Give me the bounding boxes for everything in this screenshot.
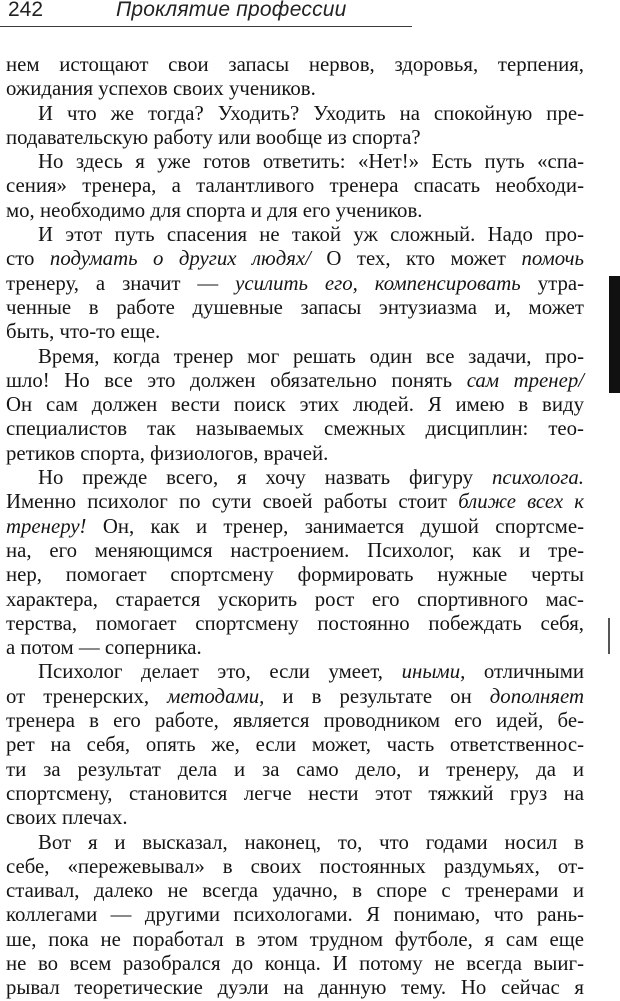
italic-text: дополняет <box>489 684 585 708</box>
italic-text: усилить его, компенсировать <box>235 271 521 295</box>
text-run: тренера в его работе, является проводником его идей, бе- <box>6 709 584 733</box>
text-line <box>6 53 584 77</box>
text-run: ше, пока не поработал в этом трудном футболе, я сам еще <box>6 927 584 951</box>
text-line <box>6 417 584 441</box>
text-line <box>6 272 584 296</box>
text-run: стаивал, далеко не всегда удачно, в споре с тренерами и <box>6 879 584 903</box>
text-line <box>6 539 584 563</box>
text-run: коллегами — другими психологами. Я понимаю, что рань- <box>6 903 584 927</box>
text-line <box>6 855 584 879</box>
text-run: Но здесь я уже готов ответить: «Нет!» Есть путь «спа- <box>38 150 584 174</box>
text-run: терства, помогает спортсмену постоянно побеждать себя, <box>6 611 584 635</box>
running-title: Проклятие профессии <box>116 0 347 21</box>
text-line <box>6 758 584 782</box>
italic-text: психолога. <box>491 466 584 490</box>
text-run: характера, старается ускорить рост его спортивного мас- <box>6 587 584 611</box>
text-run: рет на себя, опять же, если может, часть ответственнос- <box>6 733 584 757</box>
italic-text: подумать о других людях/ <box>49 247 311 271</box>
text-line <box>6 466 584 490</box>
text-line <box>6 77 584 101</box>
text-run: Время, когда тренер мог решать один все задачи, про- <box>38 344 584 368</box>
text-run: от тренерских, <box>6 684 168 708</box>
text-run: и в результате он <box>264 684 490 708</box>
text-run: быть, что-то еще. <box>6 320 161 344</box>
text-line <box>6 126 584 150</box>
body-text <box>6 53 584 1001</box>
text-line <box>6 174 584 198</box>
margin-mark <box>608 618 610 654</box>
italic-text: ближе всех к <box>458 490 584 514</box>
italic-text: иными, <box>401 660 466 684</box>
text-run: ожидания успехов своих учеников. <box>6 77 316 101</box>
text-run: ти за результат дела и за само дело, и тренеру, да и <box>6 757 584 781</box>
text-run: спортсмену, становится легче нести этот тяжкий груз на <box>6 781 584 805</box>
text-run: ретиков спорта, физиологов, врачей. <box>6 441 329 465</box>
text-run: специалистов так называемых смежных дисциплин: тео- <box>6 417 584 441</box>
text-run: себе, «пережевывал» в своих постоянных раздумьях, от- <box>6 854 584 878</box>
text-line <box>6 296 584 320</box>
text-line <box>6 636 584 660</box>
text-run: Он, как и тренер, занимается душой спортсме- <box>86 514 584 538</box>
text-run: своих плечах. <box>6 806 128 830</box>
text-run: Психолог делает это, если умеет, <box>38 660 402 684</box>
text-line <box>6 660 584 684</box>
text-run: Именно психолог по сути своей работы стоит <box>6 490 459 514</box>
page-number: 242 <box>8 0 44 21</box>
text-run: утра- <box>520 271 584 295</box>
text-run: нер, помогает спортсмену формировать нужные черты <box>6 563 584 587</box>
text-run: Вот я и высказал, наконец, то, что годами носил в <box>38 830 584 854</box>
text-run: ченные в работе душевные запасы энтузиазма и, может <box>6 295 584 319</box>
text-run: не во всем разобрался до конца. И потому не всегда выиг- <box>6 951 584 975</box>
text-line <box>6 952 584 976</box>
text-line <box>6 563 584 587</box>
text-line <box>6 247 584 271</box>
text-run: на, его меняющимся настроением. Психолог, как и тре- <box>6 538 584 562</box>
text-line <box>6 150 584 174</box>
text-line <box>6 612 584 636</box>
text-run: И этот путь спасения не такой уж сложный. Надо про- <box>38 223 584 247</box>
text-line <box>6 831 584 855</box>
thumb-index-tab <box>609 276 620 393</box>
text-run: шло! Но все это должен обязательно понять <box>6 368 467 392</box>
text-line <box>6 490 584 514</box>
text-line <box>6 685 584 709</box>
text-run: подавательскую работу или вообще из спорта? <box>6 125 421 149</box>
text-run: сения» тренера, а талантливого тренера спасать необходи- <box>6 174 584 198</box>
text-run: О тех, кто может <box>310 247 522 271</box>
text-line <box>6 320 584 344</box>
text-line <box>6 515 584 539</box>
text-run: рывал теоретические дуэли на данную тему. Но сейчас я <box>6 976 584 1000</box>
italic-text: тренеру! <box>6 514 87 538</box>
text-line <box>6 199 584 223</box>
italic-text: методами, <box>167 684 265 708</box>
text-line <box>6 102 584 126</box>
text-run: нем истощают свои запасы нервов, здоровья, терпения, <box>6 53 584 76</box>
text-line <box>6 442 584 466</box>
text-run: а потом — соперника. <box>6 636 202 660</box>
text-run: отличными <box>465 660 584 684</box>
italic-text: помочь <box>521 247 584 271</box>
text-line <box>6 393 584 417</box>
text-line <box>6 733 584 757</box>
page-header <box>0 0 412 27</box>
text-line <box>6 806 584 830</box>
text-line <box>6 782 584 806</box>
italic-text: сам тренер/ <box>466 368 584 392</box>
text-run: тренеру, а значит — <box>6 271 236 295</box>
text-line <box>6 879 584 903</box>
text-line <box>6 345 584 369</box>
text-line <box>6 223 584 247</box>
text-line <box>6 976 584 1000</box>
text-line <box>6 903 584 927</box>
text-line <box>6 928 584 952</box>
text-line <box>6 369 584 393</box>
text-run: И что же тогда? Уходить? Уходить на спокойную пре- <box>38 101 584 125</box>
text-run: мо, необходимо для спорта и для его учеников. <box>6 198 423 222</box>
text-run: Но прежде всего, я хочу назвать фигуру <box>38 466 492 490</box>
text-run: сто <box>6 247 50 271</box>
text-run: Он сам должен вести поиск этих людей. Я имею в виду <box>6 393 584 417</box>
text-line <box>6 588 584 612</box>
text-line <box>6 709 584 733</box>
